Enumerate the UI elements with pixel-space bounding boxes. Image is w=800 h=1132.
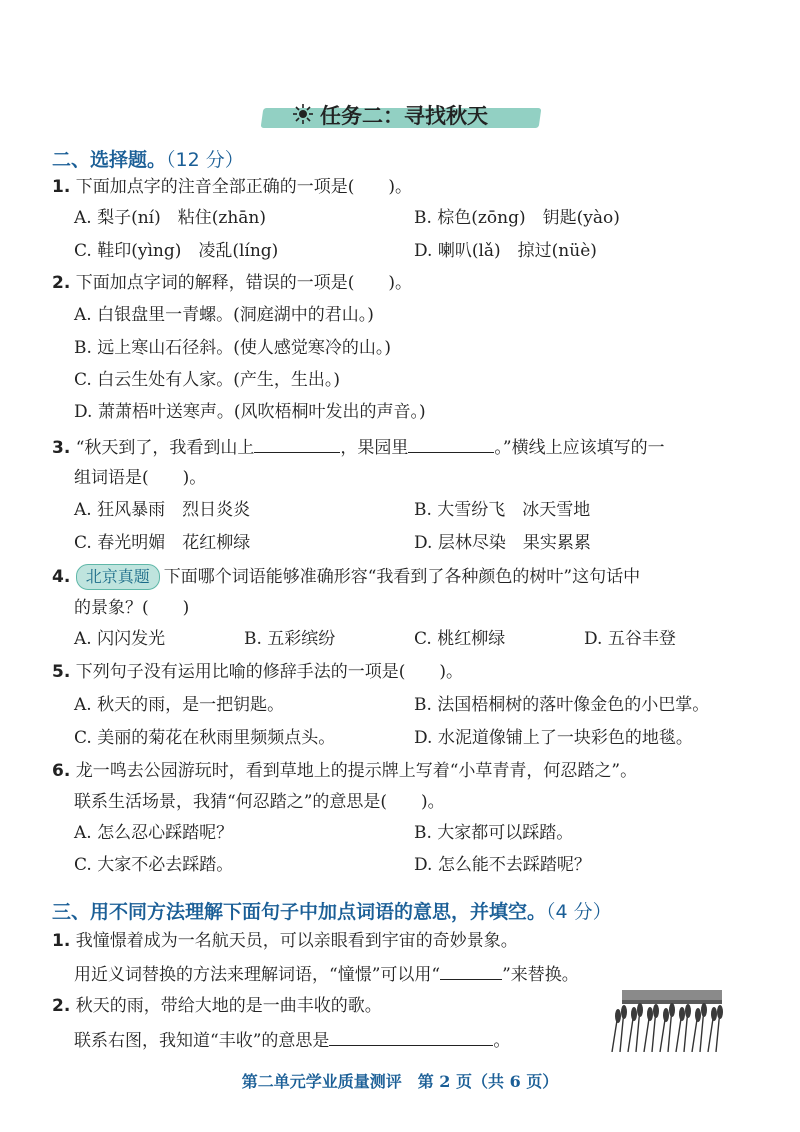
sun-icon <box>292 103 314 125</box>
s3-q1-sentence: 我憧憬着成为一名航天员，可以亲眼看到宇宙的奇妙景象。 <box>75 931 518 951</box>
q6-number: 6. <box>52 761 71 781</box>
q2-stem <box>52 271 412 295</box>
s3-q1-task <box>74 961 579 987</box>
q4-stem-line2: 的景象？( ) <box>74 598 190 618</box>
q3-stem-line2: 组词语是( )。 <box>74 468 207 488</box>
q3-option-d[interactable]: D. 层林尽染 果实累累 <box>414 533 591 553</box>
s3-q2-task <box>74 1027 510 1053</box>
s3-q2-sentence: 秋天的雨，带给大地的是一曲丰收的歌。 <box>75 996 382 1016</box>
page-footer: 第二单元学业质量测评 第 2 页（共 6 页） <box>241 1072 559 1091</box>
q5-stem <box>52 660 463 684</box>
q6-stem-line2: 联系生活场景，我猜“何忍踏之”的意思是( )。 <box>74 792 445 812</box>
q2-text: 下面加点字词的解释，错误的一项是( )。 <box>75 273 412 293</box>
q3-text-a: “秋天到了，我看到山上 <box>75 438 255 458</box>
q3-blank-2[interactable] <box>408 434 494 453</box>
q3-text-c: 。”横线上应该填写的一 <box>494 438 665 458</box>
q2-option-a[interactable]: A. 白银盘里一青螺。(洞庭湖中的君山。) <box>74 305 374 325</box>
page-title: 任务二：寻找秋天 <box>320 104 488 128</box>
section2-title: 二、选择题。 <box>52 149 167 171</box>
q3-blank-1[interactable] <box>254 434 340 453</box>
q6-option-b[interactable]: B. 大家都可以踩踏。 <box>414 823 574 843</box>
s3-q2-sentence-line <box>52 994 382 1018</box>
q6-option-a[interactable]: A. 怎么忍心踩踏呢？ <box>74 823 234 843</box>
q4-option-b[interactable]: B. 五彩缤纷 <box>244 629 336 649</box>
s3-q1-sentence-line <box>52 929 518 953</box>
q2-option-b[interactable]: B. 远上寒山石径斜。(使人感觉寒冷的山。) <box>74 338 392 358</box>
q4-text: 下面哪个词语能够准确形容“我看到了各种颜色的树叶”这句话中 <box>163 567 641 587</box>
q3-option-c[interactable]: C. 春光明媚 花红柳绿 <box>74 533 251 553</box>
q1-stem <box>52 175 412 199</box>
q3-text-b: ，果园里 <box>340 438 409 458</box>
s3-q2-task-text: 联系右图，我知道“丰收”的意思是 <box>74 1031 330 1051</box>
beijing-exam-tag: 北京真题 <box>76 564 160 590</box>
q2-number: 2. <box>52 273 71 293</box>
q3-option-a[interactable]: A. 狂风暴雨 烈日炎炎 <box>74 500 251 520</box>
s3-q2-answer-blank[interactable] <box>329 1027 493 1046</box>
q3-stem <box>52 434 665 460</box>
q5-number: 5. <box>52 662 71 682</box>
s3-q2-number: 2. <box>52 996 71 1016</box>
q4-option-d[interactable]: D. 五谷丰登 <box>584 629 676 649</box>
q1-option-c[interactable]: C. 鞋印(yìng) 凌乱(líng) <box>74 241 279 261</box>
q6-stem <box>52 759 637 783</box>
q5-option-d[interactable]: D. 水泥道像铺上了一块彩色的地毯。 <box>414 728 693 748</box>
s3-q1-number: 1. <box>52 931 71 951</box>
q6-option-d[interactable]: D. 怎么能不去踩踏呢？ <box>414 855 591 875</box>
q2-option-d[interactable]: D. 萧萧梧叶送寒声。(风吹梧桐叶发出的声音。) <box>74 402 426 422</box>
q1-number: 1. <box>52 177 71 197</box>
s3-q1-task-text-a: 用近义词替换的方法来理解词语，“憧憬”可以用“ <box>74 965 441 985</box>
q5-option-a[interactable]: A. 秋天的雨，是一把钥匙。 <box>74 695 285 715</box>
q2-option-c[interactable]: C. 白云生处有人家。(产生，生出。) <box>74 370 340 390</box>
s3-q1-task-text-b: ”来替换。 <box>502 965 579 985</box>
page-title-banner <box>262 100 542 130</box>
section2-score: （12 分） <box>166 149 244 171</box>
q3-number: 3. <box>52 438 71 458</box>
q5-text: 下列句子没有运用比喻的修辞手法的一项是( )。 <box>75 662 463 682</box>
q1-option-d[interactable]: D. 喇叭(lǎ) 掠过(nüè) <box>414 241 597 261</box>
q3-option-b[interactable]: B. 大雪纷飞 冰天雪地 <box>414 500 591 520</box>
q5-option-c[interactable]: C. 美丽的菊花在秋雨里频频点头。 <box>74 728 336 748</box>
q5-option-b[interactable]: B. 法国梧桐树的落叶像金色的小巴掌。 <box>414 695 710 715</box>
q1-option-b[interactable]: B. 棕色(zōng) 钥匙(yào) <box>414 208 620 228</box>
s3-q1-answer-blank[interactable] <box>440 961 502 980</box>
wheat-field-illustration <box>608 990 728 1052</box>
section2-heading <box>52 145 244 172</box>
q4-stem <box>52 564 640 590</box>
q6-option-c[interactable]: C. 大家不必去踩踏。 <box>74 855 234 875</box>
q1-option-a[interactable]: A. 梨子(ní) 粘住(zhān) <box>74 208 266 228</box>
q4-number: 4. <box>52 567 71 587</box>
q6-text: 龙一鸣去公园游玩时，看到草地上的提示牌上写着“小草青青，何忍踏之”。 <box>75 761 638 781</box>
section3-heading <box>52 897 612 924</box>
section3-title: 三、用不同方法理解下面句子中加点词语的意思，并填空。 <box>52 901 547 923</box>
q1-text: 下面加点字的注音全部正确的一项是( )。 <box>75 177 412 197</box>
s3-q2-task-end: 。 <box>493 1031 511 1051</box>
q4-option-c[interactable]: C. 桃红柳绿 <box>414 629 506 649</box>
q4-option-a[interactable]: A. 闪闪发光 <box>74 629 166 649</box>
section3-score: （4 分） <box>546 901 612 923</box>
